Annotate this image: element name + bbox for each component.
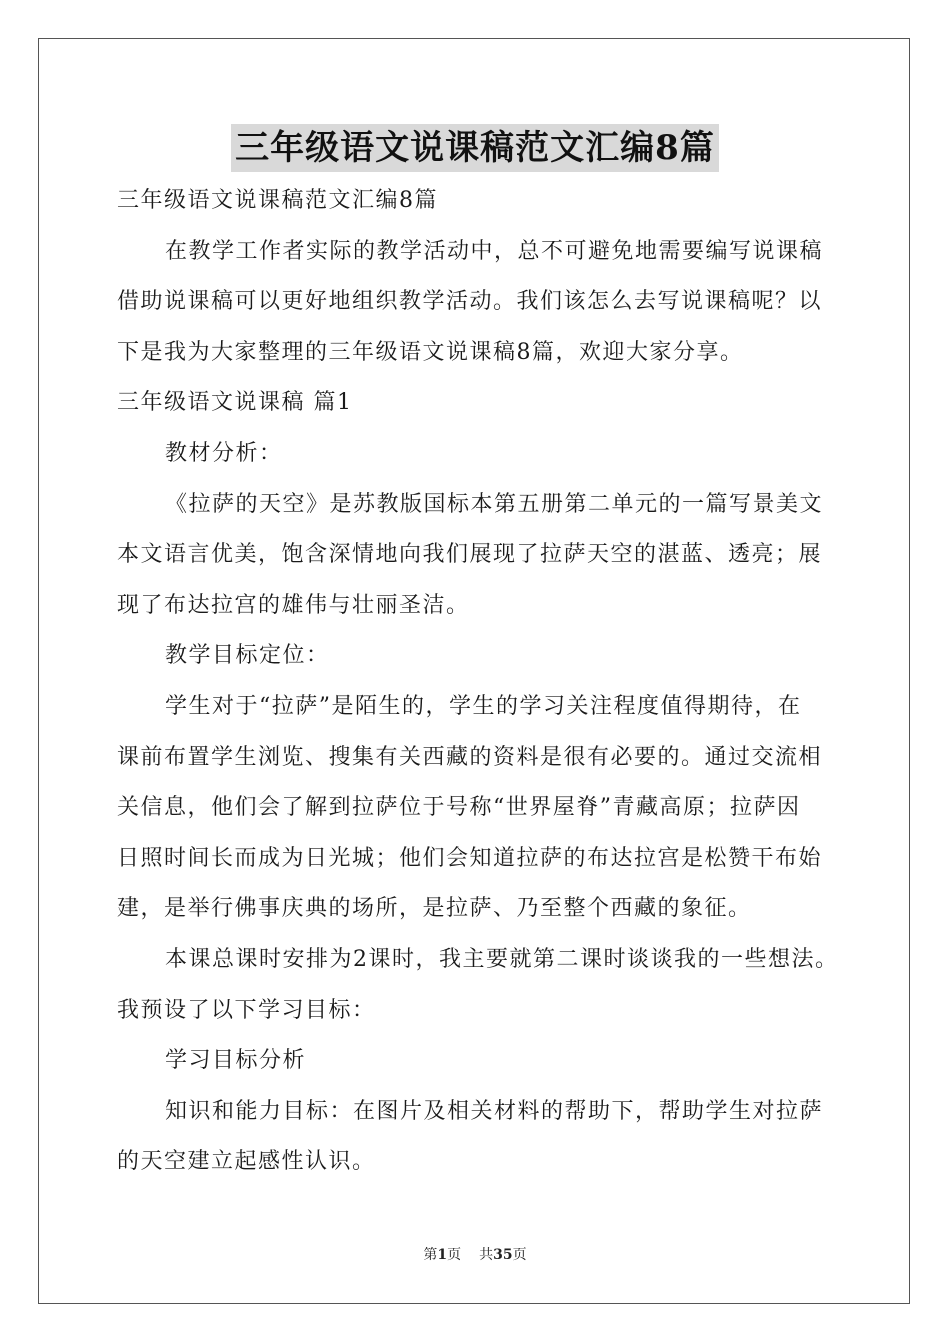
total-suffix: 页 (512, 1247, 527, 1263)
total-pages: 35 (493, 1247, 513, 1263)
paragraph-line: 教材分析： (165, 440, 283, 466)
paragraph-line: 的天空建立起感性认识。 (117, 1149, 376, 1175)
page-prefix: 第 (423, 1247, 438, 1263)
paragraph-line: 建，是举行佛事庆典的场所，是拉萨、乃至整个西藏的象征。 (117, 896, 752, 922)
paragraph-line: 学习目标分析 (165, 1048, 307, 1074)
paragraph-line: 我预设了以下学习目标： (117, 997, 376, 1023)
paragraph-line: 课前布置学生浏览、搜集有关西藏的资料是很有必要的。通过交流相 (117, 744, 823, 770)
paragraph-line: 《拉萨的天空》是苏教版国标本第五册第二单元的一篇写景美文 (165, 491, 824, 517)
subtitle-line: 三年级语文说课稿范文汇编8篇 (117, 188, 438, 213)
paragraph-line: 下是我为大家整理的三年级语文说课稿8篇，欢迎大家分享。 (117, 339, 744, 365)
section-heading: 三年级语文说课稿 篇1 (117, 390, 353, 416)
paragraph-line: 关信息，他们会了解到拉萨位于号称“世界屋脊”青藏高原；拉萨因 (117, 795, 801, 821)
document-body (117, 176, 837, 1188)
page-number: 1 (437, 1247, 448, 1263)
total-prefix: 共 (479, 1247, 494, 1263)
title-wrap (0, 124, 950, 172)
document-title: 三年级语文说课稿范文汇编8篇 (231, 124, 719, 172)
paragraph-line: 现了布达拉宫的雄伟与壮丽圣洁。 (117, 592, 470, 618)
paragraph-line: 借助说课稿可以更好地组织教学活动。我们该怎么去写说课稿呢？以 (117, 289, 823, 315)
paragraph-line: 教学目标定位： (165, 643, 330, 669)
paragraph-line: 本课总课时安排为2课时，我主要就第二课时谈谈我的一些想法。 (165, 946, 839, 972)
page-footer (0, 1245, 950, 1265)
paragraph-line: 本文语言优美，饱含深情地向我们展现了拉萨天空的湛蓝、透亮；展 (117, 542, 823, 568)
paragraph-line: 知识和能力目标：在图片及相关材料的帮助下，帮助学生对拉萨 (165, 1098, 824, 1124)
page-suffix: 页 (447, 1247, 462, 1263)
paragraph-line: 日照时间长而成为日光城；他们会知道拉萨的布达拉宫是松赞干布始 (117, 845, 823, 871)
paragraph-line: 学生对于“拉萨”是陌生的，学生的学习关注程度值得期待，在 (165, 693, 802, 719)
paragraph-line: 在教学工作者实际的教学活动中，总不可避免地需要编写说课稿 (165, 238, 824, 264)
